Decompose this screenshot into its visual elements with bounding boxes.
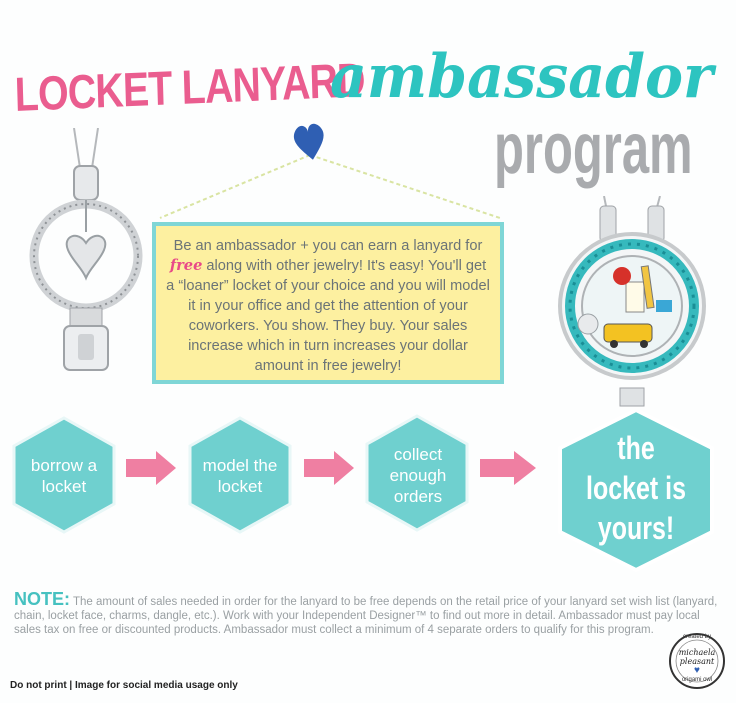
locket-image-right (548, 196, 718, 408)
arrow-icon-2 (304, 451, 354, 485)
footer-disclaimer: Do not print | Image for social media usage only (10, 680, 238, 691)
badge-top-text: created by (682, 634, 712, 640)
description-box (152, 222, 504, 384)
note-paragraph (14, 589, 724, 637)
step-2-label: model the locket (202, 456, 278, 496)
badge-name-line-1: michaela (678, 648, 716, 657)
free-emphasis: free (169, 257, 203, 274)
arrow-icon-3 (480, 451, 536, 485)
hanging-string-graphic (150, 118, 510, 228)
step-3-label: collect enough orders (389, 444, 447, 506)
title-program: program (494, 109, 693, 189)
heart-icon (292, 122, 328, 162)
arrow-icon-1 (126, 451, 176, 485)
description-text-start: Be an ambassador + you can earn a lanyard for (173, 238, 483, 254)
lanyard-image-left (20, 128, 150, 378)
badge-heart-icon: ♥ (694, 665, 700, 676)
note-label: NOTE: (14, 589, 70, 609)
title-locket-lanyard: LOCKET LANYARD (14, 54, 366, 122)
description-text-end: along with other jewelry! It's easy! You'll get a “loaner” locket of your choice and you will model it in your office and get the attention of your coworkers. You show. They buy. Your sales increase which in turn increases your dollar amount in free jewelry! (166, 258, 490, 374)
badge-name-line-2: pleasant (679, 657, 715, 666)
title-ambassador: ambassador (330, 42, 714, 112)
note-text: The amount of sales needed in order for the lanyard to be free depends on the retail price of your lanyard set wish list (lanyard, chain, locket face, charms, dangle, etc.). Work with your Independent Designer™ to find out more in detail. Ambassador must pay local sales tax on free or discounted products. Ambassador must collect a minimum of 4 separate orders to qualify for this program. (14, 596, 718, 636)
badge-bottom-text: origami owl (681, 677, 713, 683)
step-1-label: borrow a locket (30, 456, 98, 496)
step-4-label: the locket is yours! (586, 430, 686, 546)
